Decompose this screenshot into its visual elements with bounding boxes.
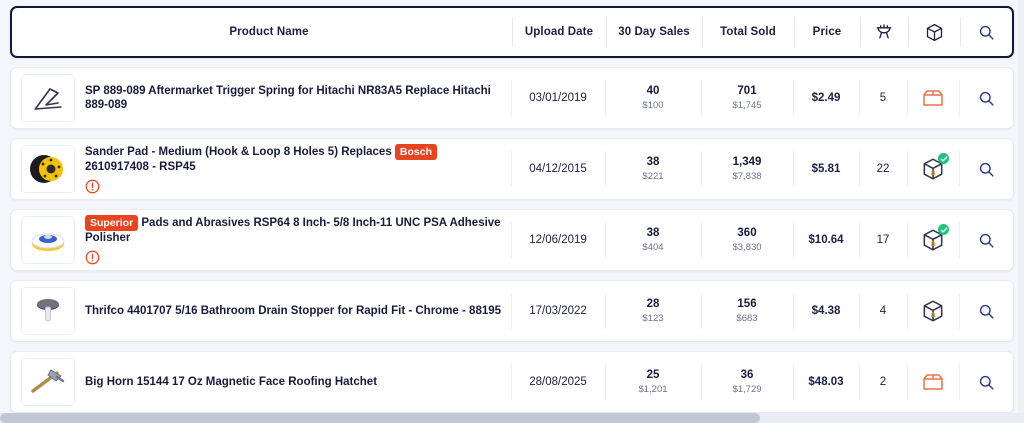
product-title: Thrifco 4401707 5/16 Bathroom Drain Stopper for Rapid Fit - Chrome - 88195 xyxy=(85,304,502,317)
cell-product[interactable] xyxy=(11,210,511,270)
cell-total-sold xyxy=(701,68,793,128)
magnifier-icon[interactable] xyxy=(971,225,1001,255)
roofing-hatchet-thumb xyxy=(21,358,75,406)
product-title: Big Horn 15144 17 Oz Magnetic Face Roofing Hatchet xyxy=(85,375,378,388)
product-title xyxy=(85,215,503,246)
cell-upload-date xyxy=(511,352,605,412)
scrollbar-thumb[interactable] xyxy=(0,413,760,423)
cell-channel[interactable] xyxy=(907,68,959,128)
svg-text:a: a xyxy=(930,237,936,248)
thirty-day-units: 38 xyxy=(646,155,660,168)
column-header-30-day-sales-label: 30 Day Sales xyxy=(618,26,690,38)
open-box-icon[interactable] xyxy=(918,83,948,113)
cell-product[interactable] xyxy=(11,352,511,412)
cell-search[interactable] xyxy=(959,139,1013,199)
thirty-day-units: 28 xyxy=(646,297,660,310)
total-revenue: $683 xyxy=(736,313,758,325)
warning-icon[interactable] xyxy=(85,250,100,265)
column-header-product-name[interactable] xyxy=(12,8,512,56)
magnifier-icon[interactable] xyxy=(971,83,1001,113)
cell-30-day-sales xyxy=(605,68,701,128)
thirty-day-units: 40 xyxy=(646,84,660,97)
table-row[interactable] xyxy=(10,280,1014,342)
cell-quantity xyxy=(859,139,907,199)
cell-search[interactable] xyxy=(959,68,1013,128)
product-title: SP 889-089 Aftermarket Trigger Spring for Hitachi NR83A5 Replace Hitachi 889-089 xyxy=(85,84,491,111)
product-text xyxy=(85,215,511,265)
cell-total-sold xyxy=(701,281,793,341)
total-revenue: $1,729 xyxy=(732,384,762,396)
horizontal-scrollbar[interactable] xyxy=(0,413,1024,423)
cell-channel[interactable] xyxy=(907,139,959,199)
column-header-search[interactable] xyxy=(960,8,1012,56)
column-header-quantity[interactable] xyxy=(860,8,908,56)
magnifier-icon xyxy=(971,17,1001,47)
amazon-box-icon[interactable] xyxy=(920,298,946,324)
cell-30-day-sales xyxy=(605,352,701,412)
cell-product[interactable] xyxy=(11,68,511,128)
cell-quantity xyxy=(859,210,907,270)
total-revenue: $7,838 xyxy=(732,171,762,183)
product-text xyxy=(85,375,385,389)
cell-upload-date xyxy=(511,68,605,128)
price-value: $5.81 xyxy=(811,163,841,175)
quantity-value: 4 xyxy=(879,305,887,317)
product-title xyxy=(85,144,503,175)
product-title-suffix: 2610917408 - RSP45 xyxy=(85,161,196,174)
column-header-upload-date[interactable] xyxy=(512,8,606,56)
cell-upload-date xyxy=(511,210,605,270)
cell-quantity xyxy=(859,352,907,412)
total-units: 36 xyxy=(740,368,754,381)
total-units: 360 xyxy=(737,226,757,239)
column-header-channel[interactable] xyxy=(908,8,960,56)
upload-date-value: 28/08/2025 xyxy=(529,376,587,388)
polisher-pad-thumb xyxy=(21,216,75,264)
upload-date-value: 04/12/2015 xyxy=(529,163,587,175)
thirty-day-units: 38 xyxy=(646,226,660,239)
product-text xyxy=(85,304,509,318)
verified-badge-icon xyxy=(938,224,949,235)
column-header-price-label: Price xyxy=(812,26,842,38)
open-box-icon[interactable] xyxy=(918,367,948,397)
right-gutter xyxy=(1018,0,1024,423)
table-header-row xyxy=(10,6,1014,58)
column-header-total-sold[interactable] xyxy=(702,8,794,56)
magnifier-icon[interactable] xyxy=(971,296,1001,326)
product-title-prefix: Sander Pad - Medium (Hook & Loop 8 Holes 5) Replaces xyxy=(85,146,395,159)
thirty-day-revenue: $1,201 xyxy=(638,384,668,396)
cell-price xyxy=(793,139,859,199)
column-header-30-day-sales[interactable] xyxy=(606,8,702,56)
bbq-grill-icon xyxy=(869,17,899,47)
cell-channel[interactable] xyxy=(907,210,959,270)
cell-search[interactable] xyxy=(959,352,1013,412)
column-header-product-name-label: Product Name xyxy=(229,26,309,38)
price-value: $2.49 xyxy=(811,92,841,104)
upload-date-value: 12/06/2019 xyxy=(529,234,587,246)
cell-price xyxy=(793,210,859,270)
svg-text:a: a xyxy=(930,308,936,319)
quantity-value: 17 xyxy=(876,234,890,246)
column-header-price[interactable] xyxy=(794,8,860,56)
thirty-day-revenue: $221 xyxy=(642,171,664,183)
total-units: 1,349 xyxy=(732,155,762,168)
cell-price xyxy=(793,281,859,341)
svg-text:a: a xyxy=(930,166,936,177)
cell-30-day-sales xyxy=(605,281,701,341)
magnifier-icon[interactable] xyxy=(971,367,1001,397)
brand-badge: Superior xyxy=(85,215,138,231)
cell-search[interactable] xyxy=(959,281,1013,341)
cell-upload-date xyxy=(511,281,605,341)
quantity-value: 22 xyxy=(876,163,890,175)
thirty-day-revenue: $123 xyxy=(642,313,664,325)
thirty-day-revenue: $100 xyxy=(642,100,664,112)
cell-price xyxy=(793,352,859,412)
cell-30-day-sales xyxy=(605,139,701,199)
total-revenue: $1,745 xyxy=(732,100,762,112)
table-body xyxy=(10,67,1014,413)
cell-price xyxy=(793,68,859,128)
package-icon xyxy=(919,17,949,47)
warning-icon[interactable] xyxy=(85,179,100,194)
product-text xyxy=(85,84,511,113)
verified-badge-icon xyxy=(938,153,949,164)
cell-product[interactable] xyxy=(11,139,511,199)
upload-date-value: 03/01/2019 xyxy=(529,92,587,104)
price-value: $4.38 xyxy=(811,305,841,317)
product-text xyxy=(85,144,511,194)
sander-pad-thumb xyxy=(21,145,75,193)
thirty-day-units: 25 xyxy=(646,368,660,381)
cell-channel[interactable] xyxy=(907,352,959,412)
table-row[interactable] xyxy=(10,67,1014,129)
total-revenue: $3,830 xyxy=(732,242,762,254)
brand-badge: Bosch xyxy=(395,144,437,160)
column-header-upload-date-label: Upload Date xyxy=(524,26,594,38)
total-units: 701 xyxy=(737,84,757,97)
cell-channel[interactable] xyxy=(907,281,959,341)
price-value: $48.03 xyxy=(808,376,844,388)
cell-total-sold xyxy=(701,210,793,270)
amazon-box-icon[interactable] xyxy=(920,227,946,253)
quantity-value: 2 xyxy=(879,376,887,388)
trigger-spring-thumb xyxy=(21,74,75,122)
upload-date-value: 17/03/2022 xyxy=(529,305,587,317)
cell-30-day-sales xyxy=(605,210,701,270)
magnifier-icon[interactable] xyxy=(971,154,1001,184)
cell-quantity xyxy=(859,68,907,128)
total-units: 156 xyxy=(737,297,757,310)
column-header-total-sold-label: Total Sold xyxy=(720,26,776,38)
quantity-value: 5 xyxy=(879,92,887,104)
drain-stopper-thumb xyxy=(21,287,75,335)
table-row[interactable] xyxy=(10,209,1014,271)
cell-total-sold xyxy=(701,352,793,412)
table-row[interactable] xyxy=(10,351,1014,413)
table-row[interactable] xyxy=(10,138,1014,200)
thirty-day-revenue: $404 xyxy=(642,242,664,254)
cell-search[interactable] xyxy=(959,210,1013,270)
price-value: $10.64 xyxy=(808,234,844,246)
amazon-box-icon[interactable] xyxy=(920,156,946,182)
cell-quantity xyxy=(859,281,907,341)
cell-product[interactable] xyxy=(11,281,511,341)
cell-total-sold xyxy=(701,139,793,199)
cell-upload-date xyxy=(511,139,605,199)
product-title-suffix: Pads and Abrasives RSP64 8 Inch- 5/8 Inch-11 UNC PSA Adhesive Polisher xyxy=(85,217,501,245)
